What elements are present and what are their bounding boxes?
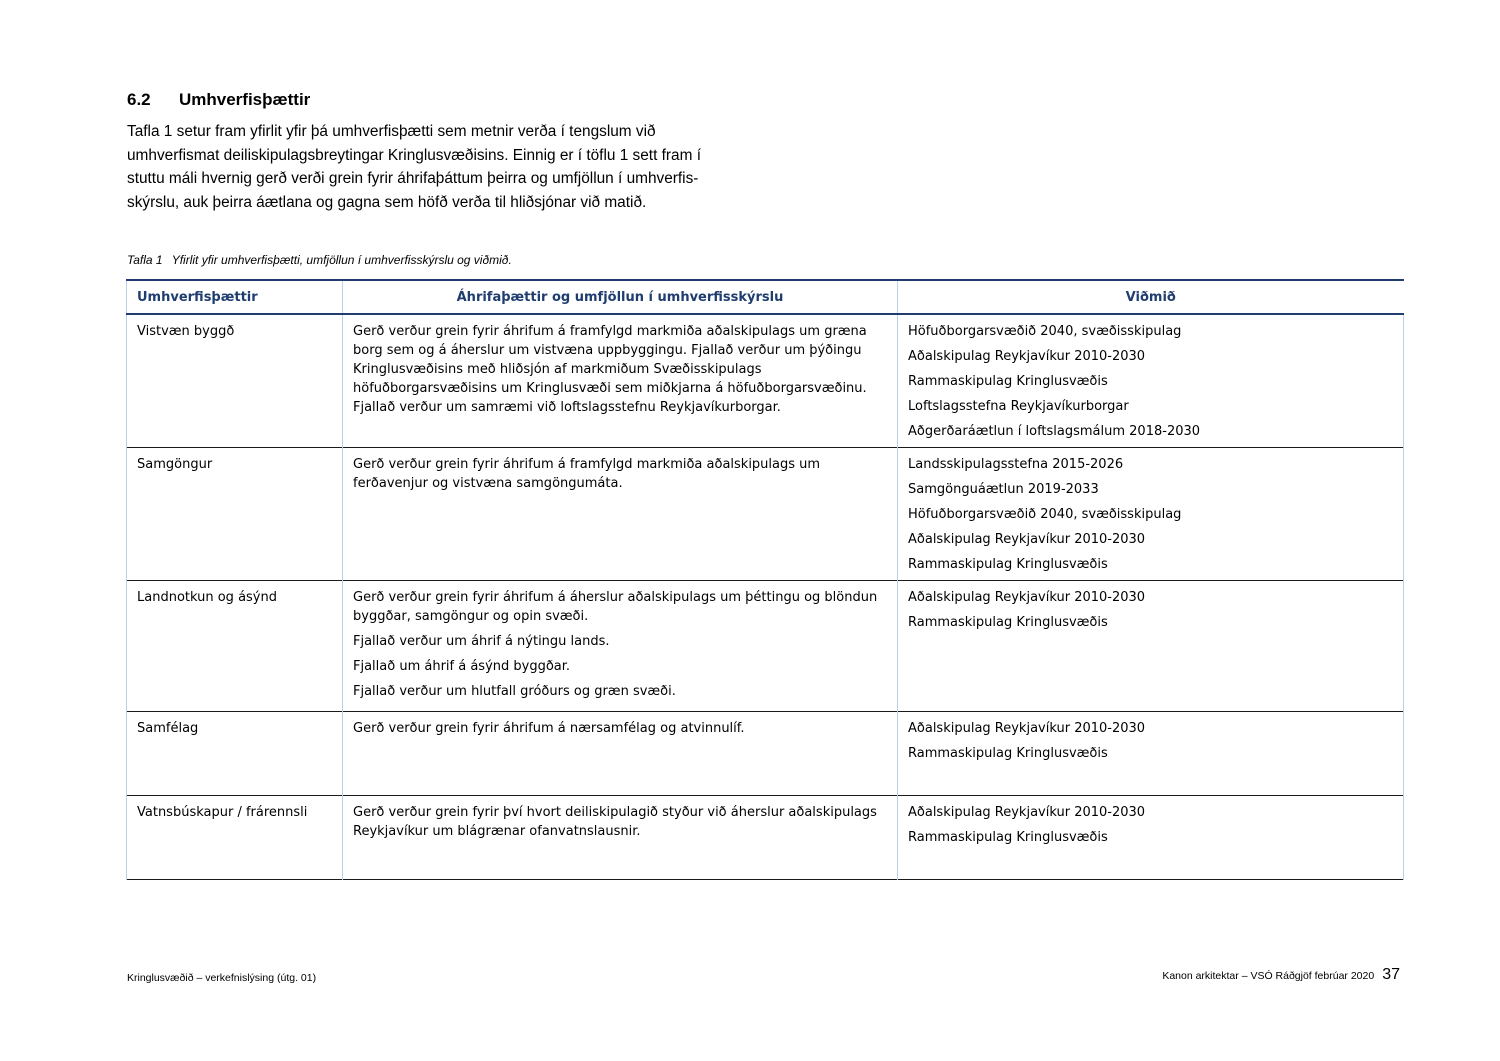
page-number: 37 bbox=[1382, 966, 1400, 983]
impact-paragraph: Gerð verður grein fyrir áhrifum á framfylgd markmiða aðalskipulags um græna borg sem og á áherslur um vistvæna uppbyggingu. Fjallað verður um þýðingu Kringlusvæðisins með hliðsjón af markmiðum Svæðisskipulags höfuðborgarsvæðisins um Kringlusvæði sem miðkjarna á höfuðborgarsvæðinu. Fjallað verður um samræmi við loftslagsstefnu Reykjavíkurborgar. bbox=[353, 324, 867, 415]
impact-paragraph: Fjallað um áhrif á ásýnd byggðar. bbox=[353, 659, 571, 674]
factor-cell: Samfélag bbox=[127, 712, 343, 796]
intro-line: stuttu máli hvernig gerð verði grein fyrir áhrifaþáttum þeirra og umfjöllun í umhverfis- bbox=[127, 170, 699, 187]
reference-item: Aðalskipulag Reykjavíkur 2010-2030 bbox=[908, 590, 1146, 605]
caption-text: Yfirlit yfir umhverfisþætti, umfjöllun í umhverfisskýrslu og viðmið. bbox=[171, 253, 512, 267]
impact-cell bbox=[343, 796, 898, 880]
impact-cell bbox=[343, 581, 898, 712]
header-references: Viðmið bbox=[898, 280, 1404, 314]
reference-cell bbox=[898, 448, 1404, 581]
impact-paragraph: Gerð verður grein fyrir áhrifum á áherslur aðalskipulags um þéttingu og blöndun byggðar, samgöngur og opin svæði. bbox=[353, 590, 878, 624]
intro-paragraph bbox=[127, 120, 737, 214]
impact-paragraph: Fjallað verður um áhrif á nýtingu lands. bbox=[353, 634, 610, 649]
impact-paragraph: Gerð verður grein fyrir áhrifum á framfylgd markmiða aðalskipulags um ferðavenjur og vistvæna samgöngumáta. bbox=[353, 457, 821, 491]
environmental-factors-table bbox=[126, 279, 1404, 880]
reference-item: Rammaskipulag Kringlusvæðis bbox=[908, 830, 1108, 845]
reference-item: Aðalskipulag Reykjavíkur 2010-2030 bbox=[908, 805, 1146, 820]
table-row bbox=[127, 448, 1404, 581]
table-caption bbox=[127, 253, 512, 267]
impact-paragraph: Gerð verður grein fyrir áhrifum á nærsamfélag og atvinnulíf. bbox=[353, 721, 745, 736]
table-row bbox=[127, 712, 1404, 796]
reference-item: Höfuðborgarsvæðið 2040, svæðisskipulag bbox=[908, 507, 1182, 522]
caption-label: Tafla 1 bbox=[127, 253, 163, 267]
impact-cell bbox=[343, 314, 898, 448]
reference-item: Rammaskipulag Kringlusvæðis bbox=[908, 557, 1108, 572]
reference-item: Höfuðborgarsvæðið 2040, svæðisskipulag bbox=[908, 324, 1182, 339]
footer-document-title: Kringlusvæðið – verkefnislýsing (útg. 01) bbox=[127, 972, 317, 984]
reference-item: Aðalskipulag Reykjavíkur 2010-2030 bbox=[908, 532, 1146, 547]
footer-publisher: Kanon arkitektar – VSÓ Ráðgjöf febrúar 2020 bbox=[1162, 970, 1375, 982]
table-header-row bbox=[127, 280, 1404, 314]
reference-item: Loftslagsstefna Reykjavíkurborgar bbox=[908, 399, 1129, 414]
reference-cell bbox=[898, 712, 1404, 796]
reference-item: Aðalskipulag Reykjavíkur 2010-2030 bbox=[908, 721, 1146, 736]
header-impacts: Áhrifaþættir og umfjöllun í umhverfisskýrslu bbox=[343, 280, 898, 314]
footer-right bbox=[1162, 966, 1400, 984]
intro-line: skýrslu, auk þeirra áætlana og gagna sem höfð verða til hliðsjónar við matið. bbox=[127, 193, 647, 211]
reference-item: Rammaskipulag Kringlusvæðis bbox=[908, 615, 1108, 630]
reference-item: Aðgerðaráætlun í loftslagsmálum 2018-2030 bbox=[908, 424, 1201, 439]
impact-paragraph: Gerð verður grein fyrir því hvort deiliskipulagið styður við áherslur aðalskipulags Reykjavíkur um blágrænar ofanvatnslausnir. bbox=[353, 805, 877, 839]
reference-item: Samgönguáætlun 2019-2033 bbox=[908, 482, 1099, 497]
table-row bbox=[127, 314, 1404, 448]
section-heading bbox=[127, 90, 310, 110]
intro-line: Tafla 1 setur fram yfirlit yfir þá umhverfisþætti sem metnir verða í tengslum við bbox=[127, 123, 656, 140]
reference-item: Rammaskipulag Kringlusvæðis bbox=[908, 746, 1108, 761]
reference-cell bbox=[898, 796, 1404, 880]
section-title: Umhverfisþættir bbox=[179, 90, 311, 109]
factor-cell: Vistvæn byggð bbox=[127, 314, 343, 448]
factor-cell: Samgöngur bbox=[127, 448, 343, 581]
section-number: 6.2 bbox=[127, 90, 151, 109]
impact-paragraph: Fjallað verður um hlutfall gróðurs og græn svæði. bbox=[353, 684, 676, 699]
intro-line: umhverfismat deiliskipulagsbreytingar Kringlusvæðisins. Einnig er í töflu 1 sett fram í bbox=[127, 146, 701, 164]
table-row bbox=[127, 581, 1404, 712]
impact-cell bbox=[343, 448, 898, 581]
table-row bbox=[127, 796, 1404, 880]
reference-cell bbox=[898, 314, 1404, 448]
factor-cell: Landnotkun og ásýnd bbox=[127, 581, 343, 712]
reference-item: Rammaskipulag Kringlusvæðis bbox=[908, 374, 1108, 389]
factor-cell: Vatnsbúskapur / frárennsli bbox=[127, 796, 343, 880]
header-factors: Umhverfisþættir bbox=[127, 280, 343, 314]
reference-item: Aðalskipulag Reykjavíkur 2010-2030 bbox=[908, 349, 1146, 364]
reference-cell bbox=[898, 581, 1404, 712]
reference-item: Landsskipulagsstefna 2015-2026 bbox=[908, 457, 1124, 472]
impact-cell bbox=[343, 712, 898, 796]
